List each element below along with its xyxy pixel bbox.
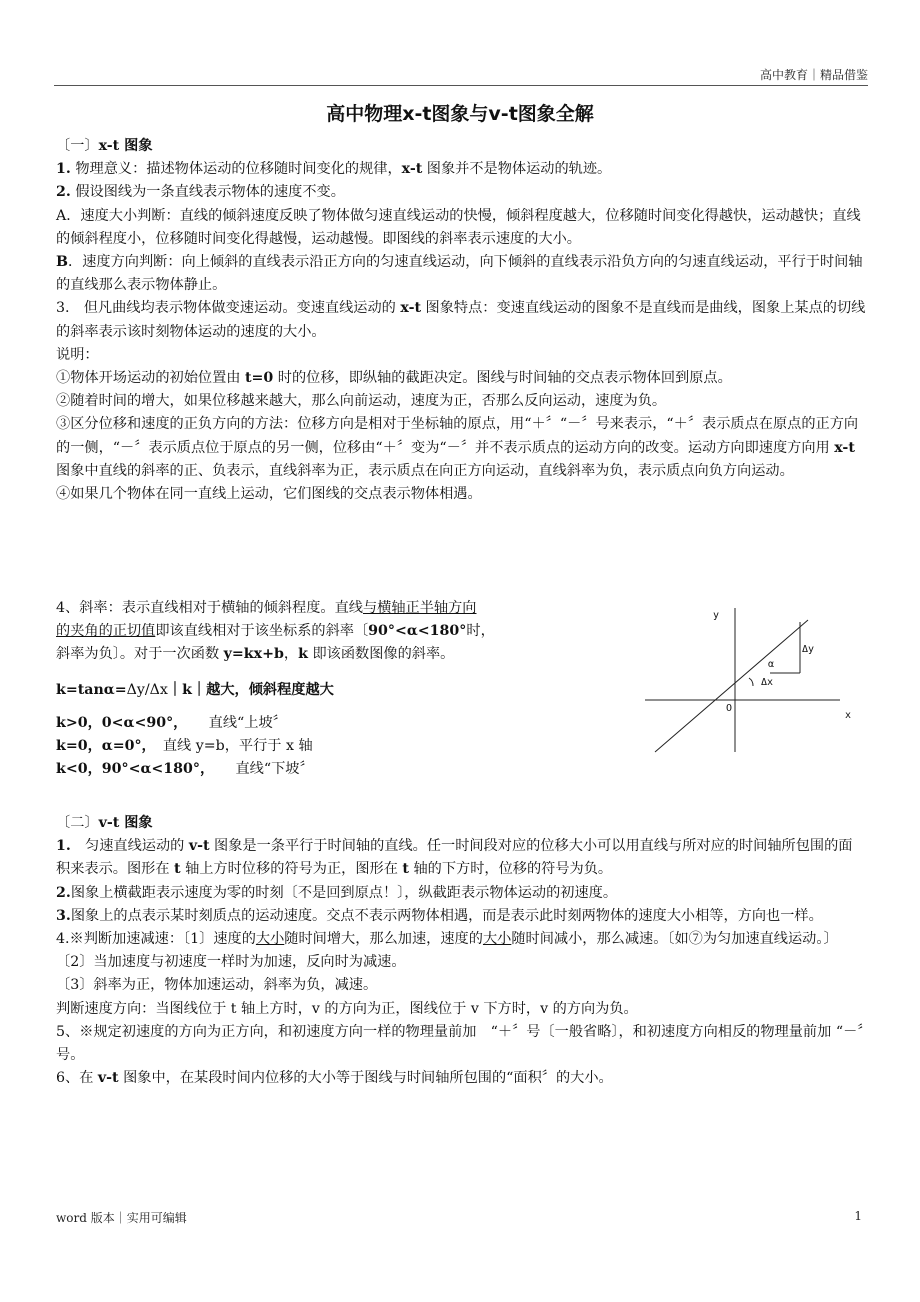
term: k=tanα= <box>56 681 127 698</box>
alpha-label: α <box>768 659 775 670</box>
note-1 <box>56 367 866 390</box>
x-axis-label: x <box>845 710 852 721</box>
num: 2. <box>56 184 71 201</box>
term: 90°<α<180° <box>368 623 467 640</box>
heading-text: v-t 图象 <box>98 815 153 831</box>
vt-point-4-3: 〔3〕斜率为正，物体加速运动，斜率为负，减速。 <box>56 977 378 994</box>
term: v-t <box>188 838 210 855</box>
heading-paren: 〔二〕 <box>56 815 99 831</box>
term: ｜越大，倾斜程度越大 <box>191 681 334 698</box>
text: 时， <box>466 623 495 640</box>
text: 图象是一条平行于时间轴的直线。任一时间段对应的位移大小可以用直线与所对应的时间轴所包围的面积来表示。图形在 <box>56 838 853 878</box>
section-vt <box>56 812 866 1090</box>
xt-point-a: A．速度大小判断：直线的倾斜速度反映了物体做匀速直线运动的快慢，倾斜程度越大，位移随时间变化得越快，运动越快；直线的倾斜程度小，位移随时间变化得越慢，运动越慢。即图线的斜率表示速度的大小。 <box>56 207 861 247</box>
vt-point-5: 5、※规定初速度的方向为正方向，和初速度方向一样的物理量前加 “＋〞号〔一般省略〕，和初速度方向相反的物理量前加 “－〞号。 <box>56 1023 865 1064</box>
term: ｜ <box>167 681 183 698</box>
slope-formula <box>56 679 616 702</box>
page-title: 高中物理x-t图象与v-t图象全解 <box>326 103 594 125</box>
delta-x-label: Δx <box>761 677 774 688</box>
vt-point-4 <box>56 928 866 951</box>
slope-case-negative <box>56 758 616 781</box>
note-label: 说明： <box>56 346 99 363</box>
delta-y-label: Δy <box>802 644 815 655</box>
text: ①物体开场运动的初始位置由 <box>56 370 245 387</box>
text: 图象中直线的斜率的正、负表示，直线斜率为正，表示质点在向正方向运动，直线斜率为负，表示质点向负方向运动。 <box>56 462 794 479</box>
page-number: 1 <box>854 1209 862 1223</box>
y-axis-label: y <box>713 610 720 621</box>
underlined-text: 大小 <box>255 931 285 948</box>
label: B <box>56 254 68 271</box>
text: 直线“上坡〞 <box>180 714 287 731</box>
slope-case-zero <box>56 735 616 758</box>
vt-point-4-2: 〔2〕当加速度与初速度一样时为加速，反向时为减速。 <box>56 954 406 971</box>
text: Δy/Δx <box>126 681 168 698</box>
term: v-t <box>97 1070 119 1087</box>
origin-label: O <box>726 703 733 714</box>
text: 图象特点：变速直线运动的图象不是直线而是曲线，图象上某点的切线的斜率表示该时刻物体运动的速度的大小。 <box>56 300 866 340</box>
term: x-t <box>400 300 422 317</box>
text: 轴上方时位移的符号为正，图形在 <box>180 861 403 878</box>
text: 随时间减小，那么减速。〔如⑦为匀加速直线运动。〕 <box>511 931 838 948</box>
header-rule <box>54 85 868 86</box>
text: 即该直线相对于该坐标系的斜率〔 <box>155 623 369 640</box>
note-3 <box>56 413 866 483</box>
term: t <box>174 861 181 878</box>
term: k<0，90°<α<180°， <box>56 761 208 778</box>
term: x-t <box>401 161 423 178</box>
num: 3. <box>56 907 71 924</box>
text: ③区分位移和速度的正负方向的方法：位移方向是相对于坐标轴的原点，用“＋〞“－〞号来表示，“＋〞表示质点在原点的正方向的一侧，“－〞表示质点位于原点的另一侧，位移由“＋〞变为“－〞并不表示质点的运动方向的改变。运动方向即速度方向用 <box>56 416 859 456</box>
text: 斜率为负〕。对于一次函数 <box>56 646 224 663</box>
term: t=0 <box>244 370 274 387</box>
angle-arc <box>749 678 753 686</box>
xt-point-b <box>56 251 866 297</box>
slope-line-2 <box>56 620 616 643</box>
text: 图象上的点表示某时刻质点的运动速度。交点不表示两物体相遇，而是表示此时刻两物体的速度大小相等，方向也一样。 <box>70 907 823 924</box>
section-vt-heading <box>56 812 866 835</box>
text: 物理意义：描述物体运动的位移随时间变化的规律， <box>70 161 402 178</box>
underlined-text: 的夹角的正切值 <box>56 623 156 640</box>
note-2: ②随着时间的增大，如果位移越来越大，那么向前运动，速度为正，否那么反向运动，速度为负。 <box>56 393 667 410</box>
text: 图象上横截距表示速度为零的时刻〔不是回到原点！〕，纵截距表示物体运动的初速度。 <box>70 884 618 901</box>
term: y=kx+b <box>223 646 284 663</box>
xt-point-2 <box>56 181 866 204</box>
text: 即该函数图像的斜率。 <box>307 646 455 663</box>
vt-point-2 <box>56 882 866 905</box>
text: 假设图线为一条直线表示物体的速度不变。 <box>70 184 345 201</box>
xt-point-3 <box>56 297 866 343</box>
term: t <box>402 861 409 878</box>
text: 直线“下坡〞 <box>207 761 314 778</box>
text: ．速度方向判断：向上倾斜的直线表示沿正方向的匀速直线运动，向下倾斜的直线表示沿负方向的匀速直线运动，平行于时间轴的直线那么表示物体静止。 <box>56 254 863 294</box>
text: 3. 但凡曲线均表示物体做变速运动。变速直线运动的 <box>56 300 401 317</box>
vt-point-6 <box>56 1067 866 1090</box>
num: 1. <box>56 838 71 855</box>
slope-line <box>655 620 808 752</box>
text: 匀速直线运动的 <box>70 838 189 855</box>
section-xt-heading <box>56 135 866 158</box>
page-footer: word 版本｜实用可编辑 <box>56 1211 187 1225</box>
text: 4.※判断加速减速：〔1〕速度的 <box>56 931 256 948</box>
text: 随时间增大，那么加速，速度的 <box>284 931 483 948</box>
term: k=0，α=0°， <box>56 738 149 755</box>
num: 2. <box>56 884 71 901</box>
vt-direction: 判断速度方向：当图线位于 t 轴上方时，v 的方向为正，图线位于 v 下方时，v 的方向为负。 <box>56 1000 638 1017</box>
slope-line-1 <box>56 597 616 620</box>
term: k>0，0<α<90°， <box>56 714 181 731</box>
slope-line-3 <box>56 643 616 666</box>
xt-point-1 <box>56 158 866 181</box>
slope-case-positive <box>56 712 616 735</box>
text: 轴的下方时，位移的符号为负。 <box>408 861 613 878</box>
text: 6、在 <box>56 1070 98 1087</box>
heading-paren: 〔一〕 <box>56 138 99 154</box>
text: 图象中，在某段时间内位移的大小等于图线与时间轴所包围的“面积〞的大小。 <box>118 1070 613 1087</box>
num: 1. <box>56 161 71 178</box>
term: k <box>298 646 308 663</box>
vt-point-3 <box>56 905 866 928</box>
section-xt <box>56 135 866 506</box>
text: 时的位移，即纵轴的截距决定。图线与时间轴的交点表示物体回到原点。 <box>273 370 732 387</box>
vt-point-1 <box>56 835 866 881</box>
page-header: 高中教育｜精品借鉴 <box>759 68 868 82</box>
term: k <box>182 681 192 698</box>
underlined-text: 大小 <box>482 931 512 948</box>
text: ， <box>283 646 299 663</box>
text: 4、斜率：表示直线相对于横轴的倾斜程度。直线 <box>56 600 363 616</box>
slope-section <box>56 597 616 781</box>
note-4: ④如果几个物体在同一直线上运动，它们图线的交点表示物体相遇。 <box>56 486 482 503</box>
slope-diagram <box>640 600 870 760</box>
text: 图象并不是物体运动的轨迹。 <box>422 161 612 178</box>
term: x-t <box>834 439 855 456</box>
underlined-text: 与横轴正半轴方向 <box>362 600 477 616</box>
heading-text: x-t 图象 <box>98 138 153 154</box>
text: 直线 y=b，平行于 x 轴 <box>148 738 313 755</box>
